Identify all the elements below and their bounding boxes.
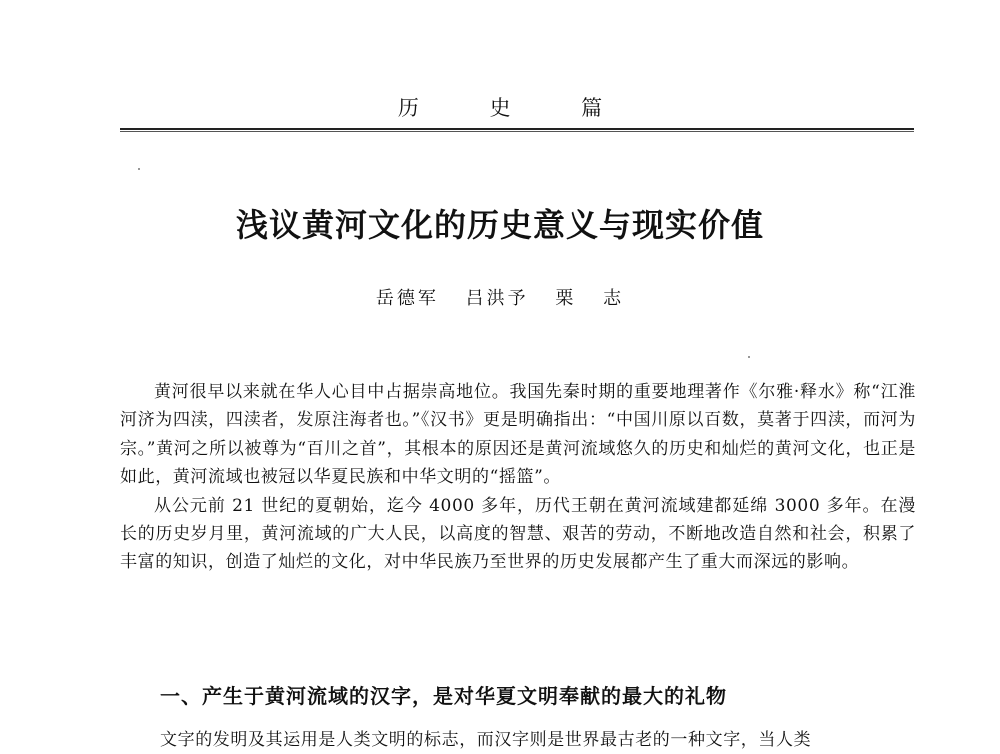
article-title: 浅议黄河文化的历史意义与现实价值 <box>235 206 764 244</box>
running-header: 历 史 篇 <box>397 96 635 120</box>
scan-speck <box>748 356 750 358</box>
article-body <box>120 378 916 577</box>
header-rule <box>120 128 914 130</box>
scan-speck <box>138 168 140 170</box>
section-1-partial-text: 文字的发明及其运用是人类文明的标志，而汉字则是世界最古老的一种文字，当人类 <box>160 730 812 750</box>
article-authors: 岳德军 吕洪予 栗 志 <box>375 288 625 309</box>
section-heading-1: 一、产生于黄河流域的汉字，是对华夏文明奉献的最大的礼物 <box>160 684 727 708</box>
paragraph-2: 从公元前 21 世纪的夏朝始，迄今 4000 多年，历代王朝在黄河流域建都延绵 3000 多年。在漫长的历史岁月里，黄河流域的广大人民，以高度的智慧、艰苦的劳动，不断地改造自然和社会，积累了丰富的知识，创造了灿烂的文化，对中华民族乃至世界的历史发展都产生了重大而深远的影响。 <box>120 495 916 573</box>
paragraph-1: 黄河很早以来就在华人心目中占据崇高地位。我国先秦时期的重要地理著作《尔雅·释水》称“江淮河济为四渎，四渎者，发原注海者也。”《汉书》更是明确指出：“中国川原以百数，莫著于四渎，而河为宗。”黄河之所以被尊为“百川之首”，其根本的原因还是黄河流域悠久的历史和灿烂的黄河文化，也正是如此，黄河流域也被冠以华夏民族和中华文明的“摇篮”。 <box>120 382 916 488</box>
header-rule-thin <box>120 131 914 132</box>
